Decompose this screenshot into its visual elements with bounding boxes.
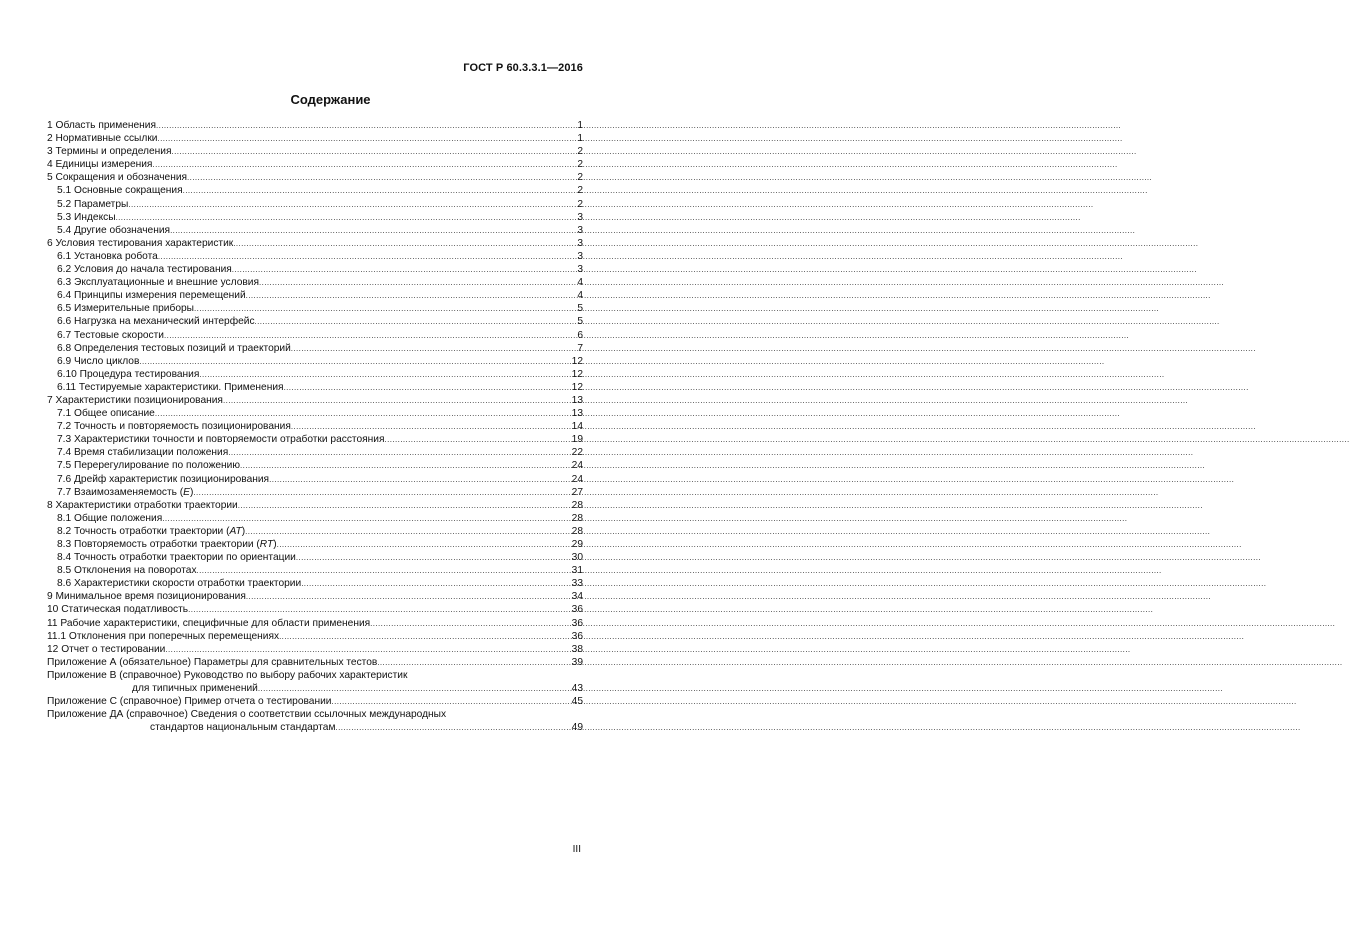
toc-entry[interactable] — [47, 669, 583, 682]
toc-entry-page: 43 — [571, 683, 583, 695]
toc-entry-number: 5.1 — [57, 185, 72, 197]
toc-entry-number: 5 — [47, 172, 53, 184]
toc-entry-text: стандартов национальным стандартам — [150, 722, 336, 734]
toc-entry[interactable] — [47, 250, 583, 263]
toc-entry-symbol: AT — [229, 525, 242, 537]
toc-entry-title — [57, 525, 245, 538]
toc-entry-title — [57, 512, 162, 525]
toc-leader-dots — [164, 329, 576, 342]
toc-entry-number: 6.5 — [57, 303, 72, 315]
toc-entry-text: для типичных применений — [132, 683, 258, 695]
toc-entry-text: Единицы измерения — [55, 159, 153, 171]
toc-leader-dots — [269, 473, 571, 486]
toc-entry-page: 34 — [571, 591, 583, 603]
toc-entry-title — [57, 224, 170, 237]
toc-entry[interactable] — [47, 158, 583, 171]
toc-entry-title — [47, 708, 446, 721]
toc-entry-text: Общее описание — [74, 408, 155, 420]
toc-entry-text: Характеристики отработки траектории — [55, 499, 238, 511]
toc-entry-title — [57, 289, 246, 302]
toc-entry-page: 38 — [571, 643, 583, 655]
toc-entry-number: 6.3 — [57, 277, 72, 289]
toc-leader-dots — [232, 263, 577, 276]
toc-entry-page: 28 — [571, 512, 583, 524]
toc-entry-text: Параметры — [74, 198, 129, 210]
toc-entry-title — [47, 132, 157, 145]
toc-entry-text: Процедура тестирования — [79, 368, 200, 380]
toc-entry-title — [47, 171, 187, 184]
toc-entry-number: 6.2 — [57, 264, 72, 276]
toc-entry-page: 2 — [577, 198, 583, 210]
toc-entry-page: 24 — [571, 460, 583, 472]
toc-entry-page: 14 — [571, 421, 583, 433]
toc-entry-page: 2 — [577, 185, 583, 197]
toc-entry-number: 6.9 — [57, 355, 72, 367]
toc-entry-number: 9 — [47, 591, 53, 603]
toc-leader-dots — [116, 211, 577, 224]
toc-entry-page: 4 — [577, 277, 583, 289]
toc-entry-number: 5.3 — [57, 211, 72, 223]
toc-leader-dots — [197, 564, 571, 577]
toc-entry-number: 11 — [47, 617, 58, 629]
toc-entry-text: Тестируемые характеристики. Применения — [78, 381, 284, 393]
table-of-contents — [47, 119, 583, 734]
toc-entry-page: 3 — [577, 250, 583, 262]
toc-entry-number: Приложение С — [47, 696, 117, 708]
toc-entry-text: Перерегулирование по положению — [74, 460, 241, 472]
toc-entry-title — [57, 302, 194, 315]
toc-entry-page: 33 — [571, 578, 583, 590]
toc-entry-number: Приложение ДА — [47, 709, 124, 721]
toc-entry-number: 6.6 — [57, 316, 72, 328]
toc-entry-title — [47, 158, 152, 171]
toc-entry-title — [57, 486, 193, 499]
toc-entry[interactable] — [47, 289, 583, 302]
toc-entry-page: 3 — [577, 224, 583, 236]
toc-entry-page: 3 — [577, 211, 583, 223]
toc-entry-number: 6.11 — [57, 381, 77, 393]
toc-entry-title — [150, 721, 335, 734]
toc-entry-number: 8.2 — [57, 525, 72, 537]
toc-leader-dots — [277, 538, 571, 551]
toc-entry-title — [57, 446, 228, 459]
toc-entry-page: 2 — [577, 146, 583, 158]
toc-entry-page: 6 — [577, 329, 583, 341]
toc-entry-title — [47, 656, 377, 669]
toc-entry-title — [47, 603, 188, 616]
toc-entry-number: 7.1 — [57, 408, 72, 420]
toc-leader-dots — [301, 577, 570, 590]
toc-entry-suffix: ) — [241, 525, 246, 537]
toc-entry-title — [57, 564, 197, 577]
toc-leader-dots — [157, 132, 576, 145]
toc-entry-number: 1 — [47, 120, 53, 131]
toc-entry-number: 8.4 — [57, 552, 72, 564]
toc-entry-text: Характеристики точности и повторяемости отработки расстояния — [74, 434, 385, 446]
toc-entry-text: (справочное) Пример отчета о тестировании — [119, 696, 332, 708]
toc-entry-number: 8.1 — [57, 512, 72, 524]
toc-entry-page: 1 — [577, 133, 583, 145]
toc-leader-dots — [291, 342, 577, 355]
toc-entry-text: Минимальное время позиционирования — [55, 591, 246, 603]
toc-entry-title — [47, 590, 246, 603]
toc-entry-number: 8 — [47, 499, 53, 511]
toc-entry[interactable] — [47, 315, 583, 328]
toc-entry[interactable] — [47, 499, 583, 512]
toc-leader-dots — [259, 276, 576, 289]
toc-leader-dots — [152, 158, 576, 171]
toc-leader-dots — [187, 171, 576, 184]
toc-entry-title — [47, 237, 233, 250]
toc-entry-symbol: E — [183, 486, 190, 498]
toc-leader-dots — [156, 119, 576, 132]
toc-entry-title — [57, 407, 155, 420]
toc-entry-title — [57, 538, 277, 551]
toc-entry-page: 29 — [571, 539, 583, 550]
toc-entry[interactable] — [47, 224, 583, 237]
toc-entry-title — [57, 368, 199, 381]
toc-entry-title — [47, 617, 370, 630]
toc-entry-page: 7 — [577, 342, 583, 354]
toc-entry-text: Нормативные ссылки — [55, 133, 158, 145]
toc-entry[interactable] — [47, 603, 583, 616]
toc-entry-page: 49 — [571, 722, 583, 734]
toc-entry-page: 3 — [577, 264, 583, 276]
toc-entry-number: Приложение А — [47, 656, 117, 668]
toc-leader-dots — [246, 590, 571, 603]
toc-entry-text: (справочное) Сведения о соответствии ссылочных международных — [126, 709, 447, 721]
toc-entry-text: Отчет о тестировании — [61, 643, 166, 655]
toc-entry[interactable] — [47, 119, 583, 132]
toc-entry-text: Общие положения — [74, 512, 163, 524]
toc-entry-text: (справочное) Руководство по выбору рабочих характеристик — [119, 669, 408, 681]
toc-entry-title — [47, 145, 172, 158]
toc-entry-title — [57, 198, 128, 211]
toc-entry-page: 28 — [571, 499, 583, 511]
toc-entry-text: Точность и повторяемость позиционирования — [74, 421, 291, 433]
toc-entry[interactable] — [47, 237, 583, 250]
toc-entry[interactable] — [47, 132, 583, 145]
toc-entry-page: 12 — [571, 368, 583, 380]
toc-entry[interactable] — [47, 407, 583, 420]
toc-entry-number: 7.7 — [57, 486, 72, 498]
toc-entry-title — [57, 329, 164, 342]
toc-entry-number: 6.4 — [57, 290, 72, 302]
toc-leader-dots — [296, 551, 571, 564]
toc-entry-page: 31 — [571, 565, 583, 577]
toc-entry-suffix: ) — [273, 539, 277, 550]
toc-entry[interactable] — [47, 446, 583, 459]
toc-entry-text: Эксплуатационные и внешние условия — [74, 277, 259, 289]
toc-entry-number: 6 — [47, 237, 53, 249]
toc-entry-title — [57, 315, 255, 328]
toc-leader-dots — [155, 407, 571, 420]
toc-entry[interactable] — [47, 617, 583, 630]
toc-leader-dots — [188, 603, 571, 616]
toc-entry[interactable] — [47, 590, 583, 603]
toc-entry-page: 19 — [571, 434, 583, 446]
toc-entry-text: Тестовые скорости — [74, 329, 164, 341]
toc-entry[interactable] — [47, 708, 583, 721]
toc-entry-text: Точность отработки траектории по ориентации — [74, 552, 296, 564]
toc-entry-number: 4 — [47, 159, 53, 171]
toc-entry[interactable] — [47, 551, 583, 564]
toc-entry[interactable] — [47, 525, 583, 538]
toc-entry-text: Отклонения при поперечных перемещениях — [68, 630, 280, 642]
toc-entry-text: Характеристики позиционирования — [55, 394, 223, 406]
toc-entry-number: 2 — [47, 133, 53, 145]
toc-entry[interactable] — [47, 368, 583, 381]
toc-entry-text: Область применения — [55, 120, 156, 131]
toc-leader-dots — [193, 486, 570, 499]
toc-entry-text: Нагрузка на механический интерфейс — [74, 316, 255, 328]
toc-entry-text: Дрейф характеристик позиционирования — [74, 473, 270, 485]
toc-leader-dots — [370, 617, 570, 630]
toc-entry-text: Точность отработки траектории ( — [74, 525, 230, 537]
toc-entry[interactable] — [47, 263, 583, 276]
toc-entry-page: 22 — [571, 447, 583, 459]
toc-entry-number: 10 — [47, 604, 59, 616]
toc-entry[interactable] — [47, 682, 583, 695]
toc-entry-number: 8.3 — [57, 539, 72, 550]
toc-entry-page: 30 — [571, 552, 583, 564]
toc-entry-page: 28 — [571, 525, 583, 537]
toc-entry-text: Определения тестовых позиций и траекторий — [74, 342, 291, 354]
toc-entry-title — [57, 473, 269, 486]
toc-entry[interactable] — [47, 564, 583, 577]
toc-leader-dots — [245, 525, 571, 538]
toc-entry-number: 6.8 — [57, 342, 72, 354]
toc-entry[interactable] — [47, 459, 583, 472]
toc-entry-title — [57, 420, 291, 433]
toc-entry-text: Основные сокращения — [74, 185, 183, 197]
toc-entry-title — [57, 459, 240, 472]
toc-entry-symbol: RT — [259, 539, 274, 550]
toc-leader-dots — [284, 381, 571, 394]
toc-entry-text: Характеристики скорости отработки траектории — [74, 578, 302, 590]
toc-entry[interactable] — [47, 184, 583, 197]
toc-entry-text: Число циклов — [74, 355, 140, 367]
toc-leader-dots — [139, 355, 570, 368]
toc-entry-number: 6.1 — [57, 250, 72, 262]
toc-entry-page: 4 — [577, 290, 583, 302]
toc-entry-page: 36 — [571, 630, 583, 642]
toc-entry-text: Установка робота — [74, 250, 158, 262]
toc-entry[interactable] — [47, 276, 583, 289]
toc-entry[interactable] — [47, 643, 583, 656]
toc-entry-title — [57, 276, 259, 289]
toc-entry-page: 36 — [571, 604, 583, 616]
toc-entry[interactable] — [47, 198, 583, 211]
toc-leader-dots — [331, 695, 570, 708]
toc-entry[interactable] — [47, 721, 583, 734]
toc-leader-dots — [172, 145, 577, 158]
toc-entry-page: 12 — [571, 381, 583, 393]
toc-entry[interactable] — [47, 538, 583, 551]
toc-entry[interactable] — [47, 512, 583, 525]
toc-entry-text: Условия до начала тестирования — [74, 264, 232, 276]
toc-entry-title — [47, 394, 223, 407]
toc-entry[interactable] — [47, 695, 583, 708]
toc-leader-dots — [223, 394, 571, 407]
toc-entry-title — [132, 682, 258, 695]
toc-entry-page: 27 — [571, 486, 583, 498]
toc-entry[interactable] — [47, 433, 583, 446]
toc-entry-number: 7 — [47, 394, 53, 406]
toc-entry-number: 7.3 — [57, 434, 72, 446]
toc-entry-page: 39 — [571, 656, 583, 668]
page-number: III — [572, 844, 581, 855]
toc-entry-number: 7.2 — [57, 421, 72, 433]
toc-entry-number: 8.5 — [57, 565, 72, 577]
toc-entry-text: Индексы — [74, 211, 116, 223]
toc-leader-dots — [170, 224, 576, 237]
toc-entry[interactable] — [47, 329, 583, 342]
toc-entry-text: Рабочие характеристики, специфичные для области применения — [60, 617, 371, 629]
toc-entry-title — [57, 381, 284, 394]
toc-leader-dots — [255, 315, 577, 328]
toc-entry-title — [57, 250, 158, 263]
toc-entry-number: 5.2 — [57, 198, 72, 210]
toc-entry[interactable] — [47, 656, 583, 669]
toc-leader-dots — [183, 184, 577, 197]
toc-entry-page: 3 — [577, 237, 583, 249]
toc-entry-number: 12 — [47, 643, 59, 655]
toc-entry-text: Принципы измерения перемещений — [74, 290, 246, 302]
toc-entry-text: Взаимозаменяемость ( — [74, 486, 184, 498]
toc-entry-title — [57, 577, 301, 590]
toc-leader-dots — [162, 512, 570, 525]
toc-entry-number: 6.10 — [57, 368, 77, 380]
toc-leader-dots — [194, 302, 576, 315]
toc-entry-page: 12 — [571, 355, 583, 367]
toc-entry-text: Термины и определения — [55, 146, 172, 158]
toc-entry-text: Отклонения на поворотах — [74, 565, 197, 577]
toc-entry[interactable] — [47, 630, 583, 643]
toc-leader-dots — [335, 721, 570, 734]
toc-entry[interactable] — [47, 211, 583, 224]
toc-entry-number: 6.7 — [57, 329, 72, 341]
toc-leader-dots — [128, 198, 576, 211]
toc-entry-number: 7.5 — [57, 460, 72, 472]
toc-entry-number: 11.1 — [47, 630, 67, 642]
toc-entry[interactable] — [47, 381, 583, 394]
toc-entry[interactable] — [47, 145, 583, 158]
toc-leader-dots — [165, 643, 570, 656]
toc-leader-dots — [246, 289, 577, 302]
toc-entry[interactable] — [47, 577, 583, 590]
toc-entry-page: 13 — [571, 394, 583, 406]
toc-entry[interactable] — [47, 473, 583, 486]
toc-entry-number: Приложение В — [47, 669, 117, 681]
toc-entry-title — [47, 119, 156, 132]
toc-entry-page: 5 — [577, 316, 583, 328]
toc-leader-dots — [199, 368, 570, 381]
toc-leader-dots — [258, 682, 571, 695]
toc-entry-number: 7.4 — [57, 447, 72, 459]
toc-entry-title — [57, 342, 291, 355]
toc-entry-page: 13 — [571, 408, 583, 420]
toc-entry[interactable] — [47, 171, 583, 184]
toc-entry-title — [47, 669, 407, 682]
toc-entry-page: 45 — [571, 696, 583, 708]
toc-entry-text: Условия тестирования характеристик — [55, 237, 234, 249]
toc-entry-title — [57, 551, 296, 564]
toc-leader-dots — [233, 237, 576, 250]
toc-entry-title — [57, 184, 183, 197]
toc-entry-title — [47, 499, 238, 512]
toc-entry-text: (обязательное) Параметры для сравнительных тестов — [119, 656, 378, 668]
toc-entry[interactable] — [47, 486, 583, 499]
page-title: Содержание — [290, 92, 371, 107]
toc-entry-page: 2 — [577, 172, 583, 184]
toc-entry-text: Время стабилизации положения — [74, 447, 229, 459]
toc-entry-page: 24 — [571, 473, 583, 485]
toc-leader-dots — [240, 459, 571, 472]
toc-entry-title — [47, 695, 331, 708]
toc-entry-page: 36 — [571, 617, 583, 629]
toc-entry-text: Измерительные приборы — [74, 303, 194, 315]
toc-leader-dots — [279, 630, 571, 643]
toc-leader-dots — [377, 656, 570, 669]
toc-entry-title — [47, 643, 165, 656]
toc-entry[interactable] — [47, 342, 583, 355]
toc-entry-number: 5.4 — [57, 224, 72, 236]
toc-entry-title — [57, 433, 385, 446]
toc-entry[interactable] — [47, 355, 583, 368]
toc-leader-dots — [158, 250, 577, 263]
toc-entry[interactable] — [47, 420, 583, 433]
toc-leader-dots — [238, 499, 571, 512]
toc-entry-text: Сокращения и обозначения — [55, 172, 188, 184]
toc-entry-title — [47, 630, 279, 643]
toc-entry[interactable] — [47, 394, 583, 407]
toc-entry-text: Повторяемость отработки траектории ( — [74, 539, 260, 550]
toc-leader-dots — [291, 420, 571, 433]
toc-entry-page: 5 — [577, 303, 583, 315]
toc-entry-page: 1 — [577, 120, 583, 131]
toc-entry-title — [57, 355, 139, 368]
toc-entry-number: 7.6 — [57, 473, 72, 485]
toc-entry-text: Статическая податливость — [61, 604, 189, 616]
toc-leader-dots — [228, 446, 570, 459]
toc-leader-dots — [385, 433, 571, 446]
toc-entry-text: Другие обозначения — [74, 224, 171, 236]
toc-entry-title — [57, 263, 232, 276]
toc-entry-number: 8.6 — [57, 578, 72, 590]
toc-entry-title — [57, 211, 116, 224]
toc-entry-number: 3 — [47, 146, 53, 158]
toc-entry[interactable] — [47, 302, 583, 315]
toc-entry-suffix: ) — [189, 486, 194, 498]
document-designation: ГОСТ Р 60.3.3.1—2016 — [463, 62, 583, 74]
toc-entry-page: 2 — [577, 159, 583, 171]
